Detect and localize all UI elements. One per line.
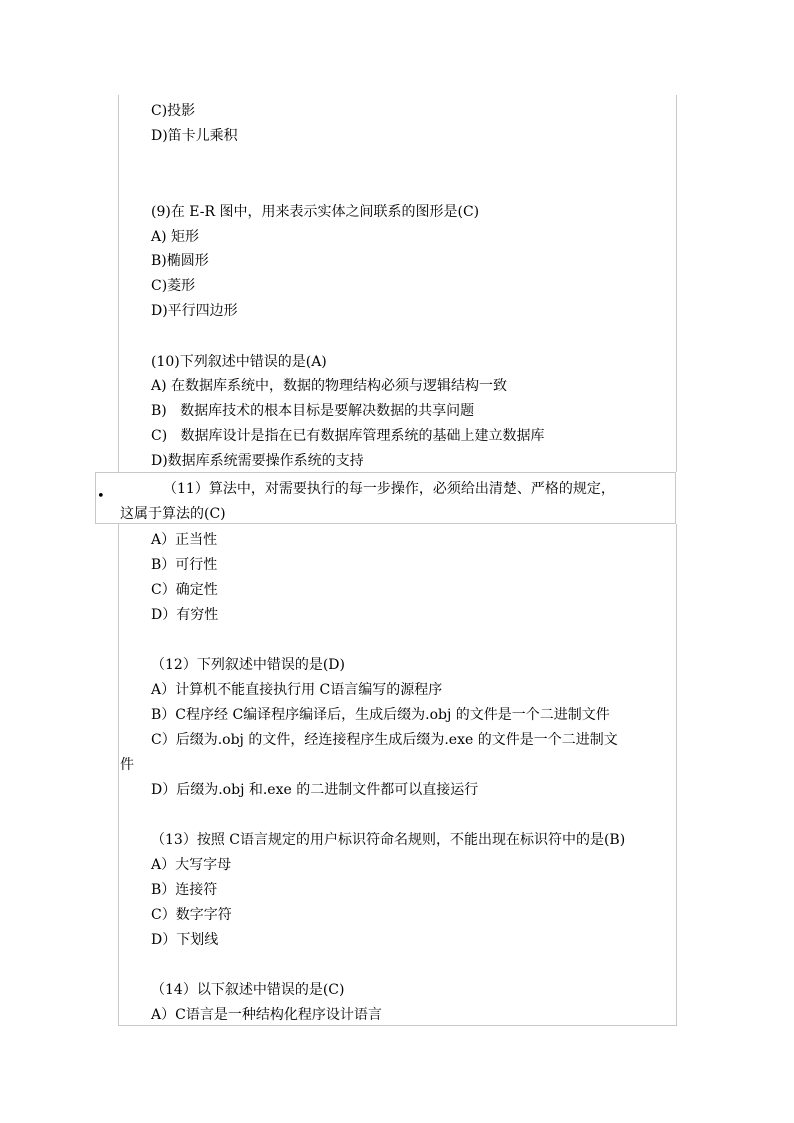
question-11-option-d: D）有穷性 — [151, 607, 219, 623]
question-9-option-a: A) 矩形 — [151, 229, 200, 245]
question-13-stem: （13）按照 C语言规定的用户标识符命名规则，不能出现在标识符中的是(B) — [151, 832, 626, 848]
question-9-option-d: D)平行四边形 — [151, 303, 238, 319]
question-12-option-b: B）C程序经 C编译程序编译后，生成后缀为.obj 的文件是一个二进制文件 — [151, 707, 610, 723]
question-12-stem: （12）下列叙述中错误的是(D) — [151, 657, 345, 673]
option-c-projection: C)投影 — [151, 103, 196, 119]
question-12-option-a: A）计算机不能直接执行用 C语言编写的源程序 — [151, 682, 443, 698]
question-13-option-d: D）下划线 — [151, 932, 219, 948]
question-10-option-a: A) 在数据库系统中，数据的物理结构必须与逻辑结构一致 — [151, 378, 508, 394]
question-11-option-b: B）可行性 — [151, 557, 218, 573]
frame2-bottom-border — [118, 1025, 676, 1026]
question-12-option-c-wrap: 件 — [120, 757, 134, 773]
list-bullet: • — [97, 489, 105, 504]
question-10-option-b: B) 数据库技术的根本目标是要解决数据的共享问题 — [151, 403, 475, 419]
question-13-option-a: A）大写字母 — [151, 857, 232, 873]
question-10-option-c: C) 数据库设计是指在已有数据库管理系统的基础上建立数据库 — [151, 428, 545, 444]
question-14-option-a: A）C语言是一种结构化程序设计语言 — [151, 1007, 382, 1023]
question-9-option-b: B)椭圆形 — [151, 253, 209, 269]
frame-left-border — [118, 95, 119, 472]
question-10-stem: (10)下列叙述中错误的是(A) — [151, 354, 327, 370]
frame-right-border — [676, 95, 677, 472]
question-14-stem: （14）以下叙述中错误的是(C) — [151, 982, 345, 998]
question-11-stem-line2: 这属于算法的(C) — [120, 506, 226, 522]
question-12-option-d: D）后缀为.obj 和.exe 的二进制文件都可以直接运行 — [151, 782, 479, 798]
question-11-stem-line1: （11）算法中，对需要执行的每一步操作，必须给出清楚、严格的规定， — [163, 481, 615, 497]
question-9-option-c: C)菱形 — [151, 278, 196, 294]
option-d-cartesian-product: D)笛卡儿乘积 — [151, 128, 238, 144]
question-11-option-c: C）确定性 — [151, 582, 218, 598]
frame2-right-border — [676, 524, 677, 1026]
question-12-option-c: C）后缀为.obj 的文件，经连接程序生成后缀为.exe 的文件是一个二进制文 — [151, 732, 618, 748]
question-10-option-d: D)数据库系统需要操作系统的支持 — [151, 453, 364, 469]
question-11-option-a: A）正当性 — [151, 532, 218, 548]
frame2-left-border — [118, 524, 119, 1026]
question-13-option-c: C）数字字符 — [151, 907, 232, 923]
question-13-option-b: B）连接符 — [151, 882, 218, 898]
question-9-stem: (9)在 E-R 图中，用来表示实体之间联系的图形是(C) — [151, 204, 480, 220]
